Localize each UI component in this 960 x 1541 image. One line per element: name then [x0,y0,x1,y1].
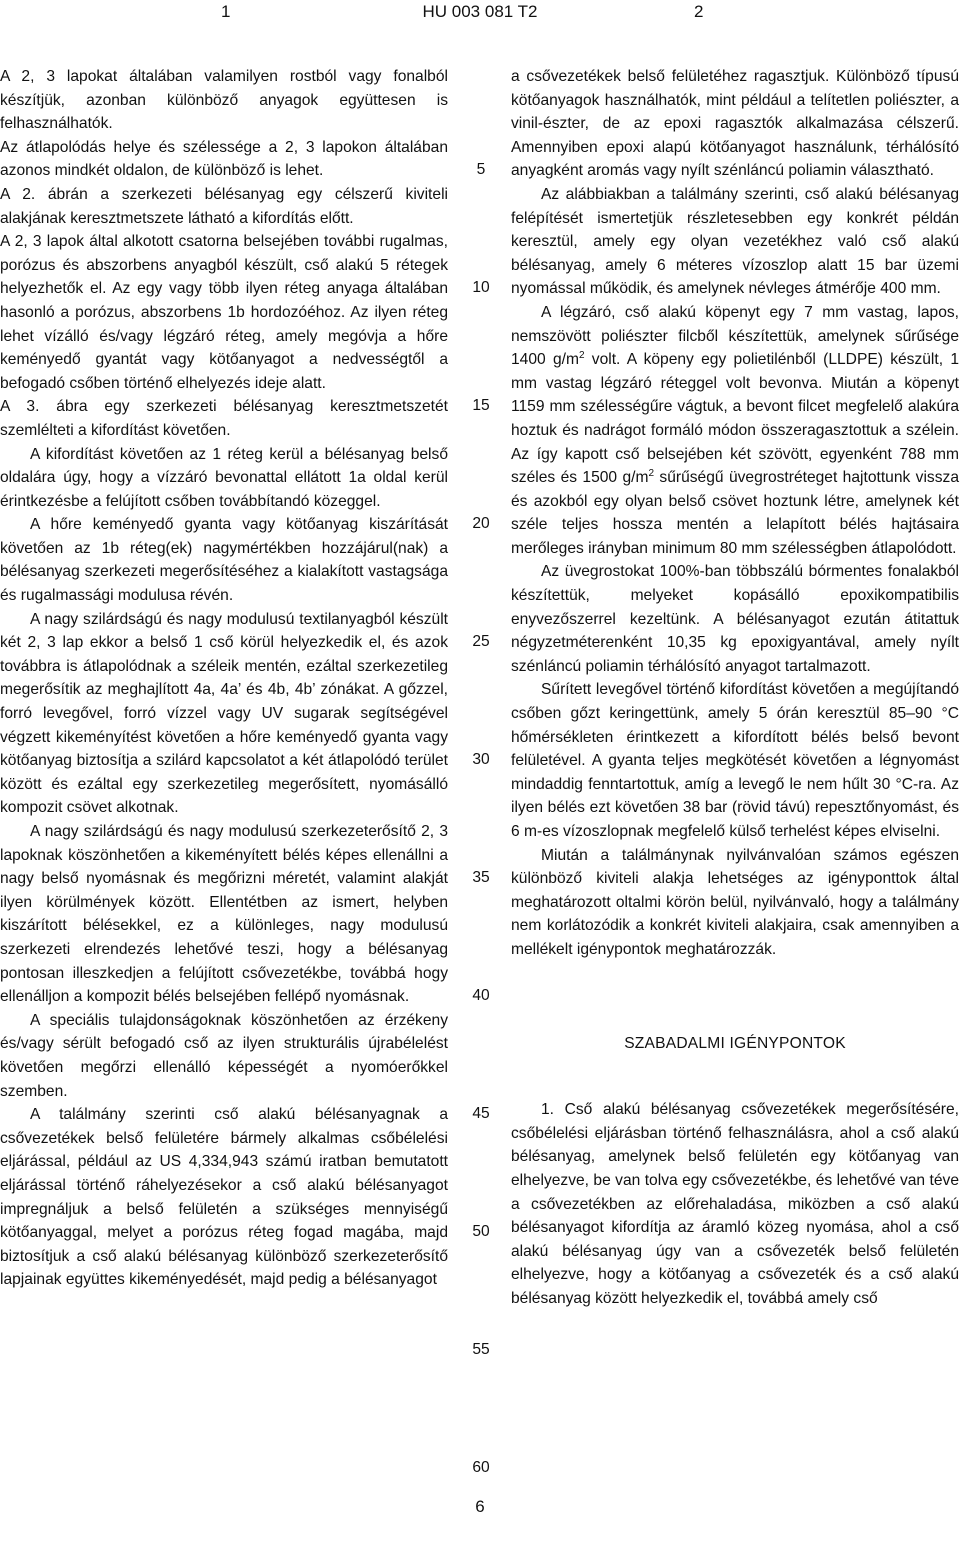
line-number: 30 [472,751,490,768]
line-number: 45 [472,1105,490,1122]
line-number: 40 [472,987,490,1004]
line-number: 20 [472,515,490,532]
paragraph: A speciális tulajdonságoknak köszönhetően az érzékeny és/vagy sérült befogadó cső az ilyen strukturális újrabélelést követően megőrzi ellenálló képességét a nyomóerőkkel szemben. [0,1011,448,1100]
line-number: 10 [472,279,490,296]
paragraph: Miután a találmánynak nyilvánvalóan számos egészen különböző kiviteli alakja lehetséges az igényponttok által meghatározott oltalmi körön belül, nyilvánvaló, hogy a találmány nem korlátozódik a konkrét kiviteli alakjaira, csak amennyiben a mellékelt igénypontok meghatározzák. [511,846,959,958]
paragraph: Az átlapolódás helye és szélessége a 2, 3 lapokon általában azonos mindkét oldalon, de különböző is lehet. [0,138,448,180]
patent-number: HU 003 081 T2 [422,2,538,21]
paragraph: A kifordítást követően az 1 réteg kerül a bélésanyag belső oldalára úgy, hogy a vízzáró bevonattal ellátott 1a oldal kerül érintkezésbe a felújított csőben továbbítandó közeggel. [0,445,448,510]
left-text-column [0,65,448,1292]
paragraph: A hőre keményedő gyanta vagy kötőanyag kiszárítását követően az 1b réteg(ek) nagymértékben hozzájárul(nak) a bélésanyag szerkezeti megerősítéséhez a kialakított vastagsága és rugalmassági modulusa révén. [0,516,448,605]
header-left-page-number: 1 [221,2,231,21]
header-right-page-number: 2 [694,2,704,21]
claim-paragraph: 1. Cső alakú bélésanyag csővezetékek megerősítésére, csőbélelési eljárásban történő felhasználásra, ahol a cső alakú bélésanyag, amelynek belső felületén egy kötőanyag van elhelyezve, be van tolva egy csővezetékbe, és lehetővé van téve a csővezetékben az előrehaladása, miközben a cső alakú bélésanyagot kifordítja az áramló közeg nyomása, ahol a cső alakú bélésanyag úgy van a csővezeték belső felületén elhelyezve, hogy a kötőanyag a csővezeték és a cső alakú bélésanyag között helyezkedik el, továbbá amely cső [511,1101,959,1307]
superscript: 2 [648,467,655,479]
paragraph: A légzáró, cső alakú köpenyt egy 7 mm vastag, lapos, nemszövött poliészter filcből készítettük, amelynek sűrűsége 1400 $g/m^2$ volt. A köpeny egy polietilénből (LLDPE) készült, 1 mm vastag légzáró réteggel volt bevonva. Miután a köpenyt 1159 mm szélességűre vágtuk, a bevont filcet megfelelő alakúra hoztuk és nadrágot formáló módon összeragasztottuk a szélein. Az így kapott cső belsejében két szövött, egyenként 788 mm széles és 1500 $g/m^2$ sűrűségű üvegrostréteget hajtottunk vissza és azokból egy olyan belső csövet hoztunk létre, amelynek két széle teljes hossza mentén a lelapított bélés hajtásaira merőleges irányban minimum 80 mm szélességben átlapolódott. [511,303,959,557]
claims-heading: SZABADALMI IGÉNYPONTOK [624,1034,846,1052]
superscript: 2 [578,349,585,361]
paragraph: a csővezetékek belső felületéhez ragasztjuk. Különböző típusú kötőanyagok használhatók, mint például a telítetlen poliészter, a vinil-észter, de az epoxi ragasztók alkalmazása célszerű. Amennyiben epoxi alapú kötőanyagot használunk, térhálósító anyagként aromás vagy nyílt szénláncú poliamin választható. [511,68,959,180]
paragraph: Az üvegrostokat 100%-ban többszálú bórmentes fonalakból készítettük, melyeket kopásálló epoxikompatibilis enyvezőszerrel kezeltünk. A bélésanyagot ezután átitattuk négyzetméterenként 10,35 kg epoxigyantával, amely nyílt szénláncú poliamin térhálósító anyagot tartalmazott. [511,563,959,675]
paragraph: A találmány szerinti cső alakú bélésanyagnak a csővezetékek belső felületére bármely alkalmas csőbélelési eljárással, például az US 4,334,943 számú iratban bemutatott eljárással történő ráhelyezésekor a cső alakú bélésanyagot impregnáljuk a belső felületén a szükséges mennyiségű kötőanyaggal, melyet a porózus réteg fogad magába, majd biztosítjuk a cső alakú bélésanyag különböző szerkezeterősítő lapjainak együttes kikeményedését, majd pedig a bélésanyagot [0,1106,448,1289]
paragraph: A 2. ábrán a szerkezeti bélésanyag egy célszerű kiviteli alakjának keresztmetszete látható a kifordítás előtt. [0,185,448,227]
line-number: 50 [472,1223,490,1240]
paragraph: Az alábbiakban a találmány szerinti, cső alakú bélésanyag felépítését ismertetjük részletesebben egy konkrét példán keresztül, amely egy olyan vezetékhez való cső alakú bélésanyag, amely 6 méteres vízoszlop alatt 15 bar üzemi nyomással működik, és amelynek névleges átmérője 400 mm. [511,185,959,298]
paragraph: A nagy szilárdságú és nagy modulusú textilanyagból készült két 2, 3 lap ekkor a belső 1 cső körül helyezkedik el, és azok továbbra is átlapolódnak a széleik mentén, ezáltal szerkezetileg megerősítik az meghajlított 4a, 4a’ és 4b, 4b’ zónákat. A gőzzel, forró levegővel, forró vízzel vagy UV sugarak segítségével végzett kikeményítést követően a hőre keményedő gyanta vagy kötőanyag biztosítja a szilárd kapcsolatot a két átlapolódó terület között és ezáltal egy szerkezetileg megerősített, nyomásálló kompozit csövet alkotnak. [0,610,448,817]
paragraph: A 2, 3 lapokat általában valamilyen rostból vagy fonalból készítjük, azonban különböző anyagok együttesen is felhasználhatók. [0,68,448,133]
line-number: 15 [472,397,490,414]
line-number: 5 [476,161,486,178]
paragraph: A 2, 3 lapok által alkotott csatorna belsejében további rugalmas, porózus és abszorbens anyagból készült, cső alakú 5 rétegek helyezhetők el. Az egy vagy több ilyen réteg anyaga általában hasonló a porózus, abszorbens 1b hordozóéhoz. Az ilyen réteg lehet vízálló és/vagy légzáró réteg, amely megóvja a hőre keményedő gyantát vagy kötőanyagot a nedvességtől a befogadó csőben történő elhelyezés ideje alatt. [0,233,448,392]
line-number: 60 [472,1459,490,1476]
footer-page-number: 6 [475,1497,485,1516]
line-number: 35 [472,869,490,886]
line-number: 25 [472,633,490,650]
paragraph: Sűrített levegővel történő kifordítást követően a megújítandó csőben gőzt keringettünk, amely 5 órán keresztül 85–90 °C hőmérsékleten érintkezett a kifordított bélés belső bevont felületével. A gyanta teljes megkötését követően a légnyomást mindaddig fenntartottuk, amíg a levegő le nem hűlt 30 °C-ra. Az ilyen bélés ezt követően 38 bar (rövid távú) repesztőnyomást, és 6 m-es vízoszlopnak megfelelő külső terhelést képes elviselni. [511,681,959,840]
paragraph: A nagy szilárdságú és nagy modulusú szerkezeterősítő 2, 3 lapoknak köszönhetően a kikeményített bélés képes ellenállni a nagy belső nyomásnak és megőrizni méretét, valamint alakját ilyen körülmények között. Ellentétben az ismert, helyben kiszárított bélésekkel, ez a különleges, nagy modulusú szerkezeti elrendezés lehetővé teszi, hogy a bélésanyag pontosan illeszkedjen a felújított csővezetékbe, továbbá hogy ellenálljon a kompozit bélés belsejében fellépő nyomásnak. [0,823,448,1006]
line-number: 55 [472,1341,490,1358]
right-text-column [511,65,959,1311]
paragraph: A 3. ábra egy szerkezeti bélésanyag keresztmetszetét szemlélteti a kifordítást követően. [0,398,448,439]
